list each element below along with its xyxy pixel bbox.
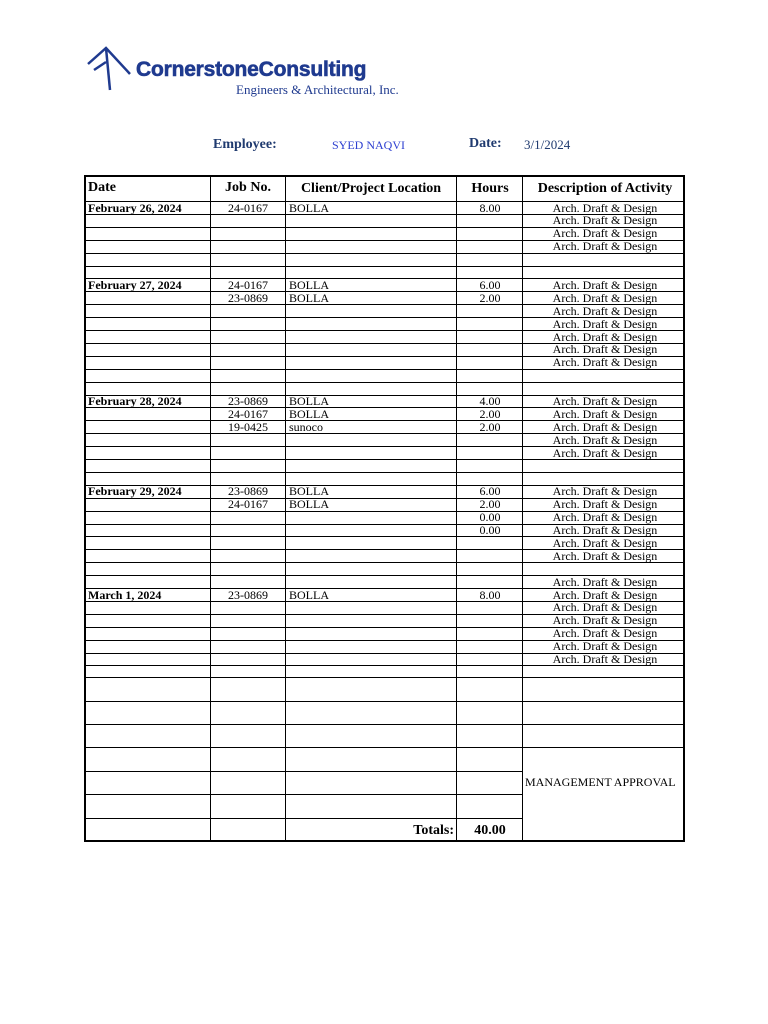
row-hours: 6.00 <box>479 484 501 499</box>
row-job-number: 24-0167 <box>228 497 268 512</box>
row-description: Arch. Draft & Design <box>552 626 658 641</box>
row-client: BOLLA <box>289 406 329 421</box>
row-client: BOLLA <box>289 497 329 512</box>
row-description: Arch. Draft & Design <box>552 652 658 666</box>
row-client: BOLLA <box>289 587 329 602</box>
row-description: Arch. Draft & Design <box>552 394 658 408</box>
totals-value: 40.00 <box>474 823 506 838</box>
row-divider <box>86 771 523 772</box>
row-divider <box>86 472 683 473</box>
row-description: Arch. Draft & Design <box>552 639 658 654</box>
row-description: Arch. Draft & Design <box>552 523 658 537</box>
column-header-description: Description of Activity <box>537 181 673 196</box>
column-header-date: Date <box>88 180 116 195</box>
row-client: BOLLA <box>289 290 329 305</box>
row-client: BOLLA <box>289 394 329 408</box>
row-hours: 2.00 <box>479 406 501 421</box>
row-date: March 1, 2024 <box>88 587 162 602</box>
row-job-number: 23-0869 <box>228 484 268 499</box>
row-client: BOLLA <box>289 484 329 499</box>
row-divider <box>86 724 683 725</box>
row-description: Arch. Draft & Design <box>552 200 658 215</box>
row-description: Arch. Draft & Design <box>552 239 658 254</box>
row-description: Arch. Draft & Design <box>552 355 658 370</box>
row-job-number: 23-0869 <box>228 290 268 305</box>
row-divider <box>86 818 523 819</box>
row-description: Arch. Draft & Design <box>552 329 658 344</box>
row-description: Arch. Draft & Design <box>552 510 658 525</box>
row-divider <box>86 677 683 678</box>
row-description: Arch. Draft & Design <box>552 419 658 434</box>
row-hours: 0.00 <box>479 523 501 537</box>
row-description: Arch. Draft & Design <box>552 613 658 628</box>
row-date: February 26, 2024 <box>88 200 182 215</box>
row-description: Arch. Draft & Design <box>552 342 658 357</box>
row-description: Arch. Draft & Design <box>552 406 658 421</box>
row-hours: 2.00 <box>479 290 501 305</box>
row-divider <box>86 701 683 702</box>
timesheet-table <box>84 175 685 842</box>
company-subtitle: Engineers & Architectural, Inc. <box>236 82 399 97</box>
row-description: Arch. Draft & Design <box>552 484 658 499</box>
row-description: Arch. Draft & Design <box>552 213 658 228</box>
row-hours: 0.00 <box>479 510 501 525</box>
column-divider <box>456 177 457 840</box>
row-description: Arch. Draft & Design <box>552 290 658 305</box>
column-divider <box>285 177 286 840</box>
row-hours: 2.00 <box>479 497 501 512</box>
row-job-number: 23-0869 <box>228 394 268 408</box>
row-description: Arch. Draft & Design <box>552 316 658 331</box>
company-name: CornerstoneConsulting <box>136 58 367 81</box>
date-label: Date: <box>469 136 502 151</box>
row-description: Arch. Draft & Design <box>552 497 658 512</box>
column-header-hours: Hours <box>471 181 509 196</box>
row-job-number: 24-0167 <box>228 277 268 292</box>
row-hours: 4.00 <box>479 394 501 408</box>
row-description: Arch. Draft & Design <box>552 303 658 318</box>
column-header-job: Job No. <box>225 180 271 195</box>
row-description: Arch. Draft & Design <box>552 587 658 602</box>
row-description: Arch. Draft & Design <box>552 574 658 589</box>
row-hours: 8.00 <box>479 587 501 602</box>
row-description: Arch. Draft & Design <box>552 277 658 292</box>
row-description: Arch. Draft & Design <box>552 432 658 447</box>
management-approval-label: MANAGEMENT APPROVAL <box>525 775 676 789</box>
employee-name: SYED NAQVI <box>332 138 405 152</box>
row-hours: 6.00 <box>479 277 501 292</box>
row-description: Arch. Draft & Design <box>552 535 658 550</box>
row-date: February 29, 2024 <box>88 484 182 499</box>
row-divider <box>86 794 523 795</box>
row-divider <box>86 747 683 748</box>
row-description: Arch. Draft & Design <box>552 548 658 563</box>
row-hours: 2.00 <box>479 419 501 434</box>
row-job-number: 19-0425 <box>228 419 268 434</box>
employee-label: Employee: <box>213 137 277 152</box>
company-logo <box>84 40 414 104</box>
row-divider <box>86 266 683 267</box>
row-client: BOLLA <box>289 200 329 215</box>
row-hours: 8.00 <box>479 200 501 215</box>
row-divider <box>86 382 683 383</box>
column-divider <box>522 177 523 840</box>
row-job-number: 23-0869 <box>228 587 268 602</box>
date-value: 3/1/2024 <box>524 137 571 152</box>
row-client: BOLLA <box>289 277 329 292</box>
row-job-number: 24-0167 <box>228 406 268 421</box>
row-date: February 27, 2024 <box>88 277 182 292</box>
cornerstone-logo-icon <box>84 40 140 100</box>
row-job-number: 24-0167 <box>228 200 268 215</box>
row-description: Arch. Draft & Design <box>552 445 658 460</box>
row-description: Arch. Draft & Design <box>552 600 658 615</box>
row-client: sunoco <box>289 419 323 434</box>
row-date: February 28, 2024 <box>88 394 182 408</box>
totals-label: Totals: <box>413 823 454 838</box>
row-description: Arch. Draft & Design <box>552 226 658 241</box>
column-header-client: Client/Project Location <box>300 181 442 196</box>
